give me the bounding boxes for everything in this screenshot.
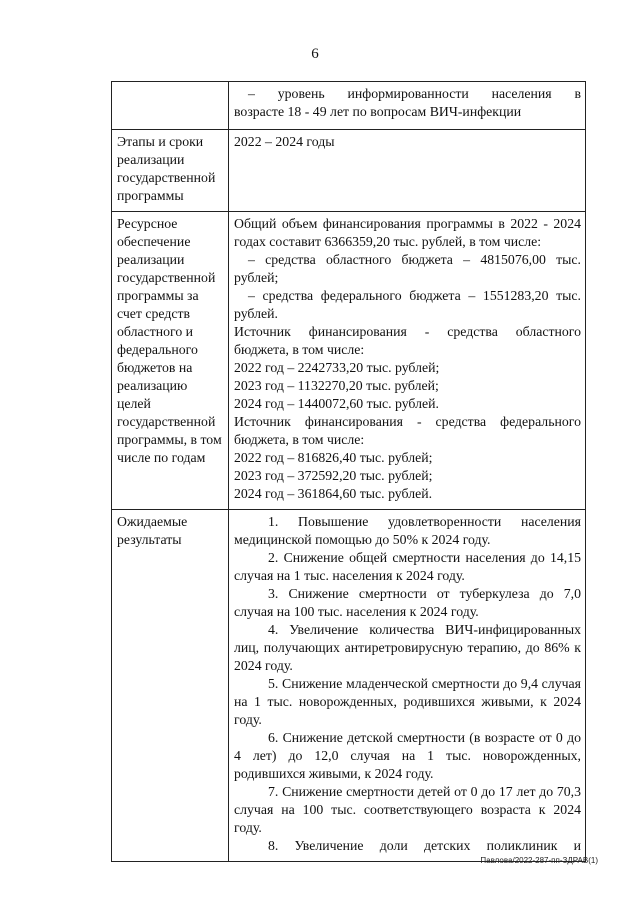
row-label: Ожидаемые результаты (117, 514, 188, 547)
content-paragraph: 2024 год – 1440072,60 тыс. рублей. (234, 396, 439, 411)
content-paragraph: 2024 год – 361864,60 тыс. рублей. (234, 486, 433, 501)
row-label-cell (112, 130, 229, 212)
table-row (112, 510, 586, 862)
table-row (112, 130, 586, 212)
content-paragraph: 2023 год – 372592,20 тыс. рублей; (234, 468, 433, 483)
content-paragraph: 2023 год – 1132270,20 тыс. рублей; (234, 378, 439, 393)
document-code: Павлова/2022-287-пп-ЗДРАВ(1) (480, 856, 598, 865)
row-content-cell (229, 130, 586, 212)
program-passport-table (111, 81, 586, 862)
content-paragraph: 3. Снижение смертности от туберкулеза до 7,0 случая на 100 тыс. населения к 2024 году. (234, 586, 581, 619)
table-row (112, 82, 586, 130)
row-label: Ресурсное обеспечение реализации государственной программы за счет средств областного и федерального бюджетов на реализацию целей государственной программы, в том числе по годам (117, 216, 222, 465)
table-row (112, 212, 586, 510)
row-label-cell (112, 82, 229, 130)
content-paragraph: 8. Увеличение доли детских поликлиник и (268, 838, 581, 853)
content-paragraph: 1. Повышение удовлетворенности населения медицинской помощью до 50% к 2024 году. (234, 514, 581, 547)
content-paragraph: 4. Увеличение количества ВИЧ-инфицированных лиц, получающих антиретровирусную терапию, до 86% к 2024 году. (234, 622, 581, 673)
content-paragraph: 2. Снижение общей смертности населения до 14,15 случая на 1 тыс. населения к 2024 году. (234, 550, 581, 583)
content-paragraph: – средства федерального бюджета – 1551283,20 тыс. рублей. (234, 288, 581, 321)
content-paragraph: 2022 год – 816826,40 тыс. рублей; (234, 450, 433, 465)
row-label: Этапы и сроки реализации государственной программы (117, 134, 216, 203)
row-content-cell (229, 82, 586, 130)
content-paragraph: возрасте 18 - 49 лет по вопросам ВИЧ-инфекции (234, 104, 522, 119)
content-paragraph: 6. Снижение детской смертности (в возрасте от 0 до 4 лет) до 12,0 случая на 1 тыс. новорожденных, родившихся живыми, к 2024 году. (234, 730, 581, 781)
row-label-cell (112, 510, 229, 862)
row-content-cell (229, 510, 586, 862)
content-paragraph: Источник финансирования - средства федерального бюджета, в том числе: (234, 414, 581, 447)
content-paragraph: 2022 – 2024 годы (234, 134, 335, 149)
content-paragraph: 7. Снижение смертности детей от 0 до 17 лет до 70,3 случая на 100 тыс. соответствующего возраста к 2024 году. (234, 784, 581, 835)
row-content-cell (229, 212, 586, 510)
content-paragraph: Общий объем финансирования программы в 2022 - 2024 годах составит 6366359,20 тыс. рублей, в том числе: (234, 216, 581, 249)
content-paragraph: Источник финансирования - средства областного бюджета, в том числе: (234, 324, 581, 357)
content-paragraph: 5. Снижение младенческой смертности до 9,4 случая на 1 тыс. новорожденных, родившихся живыми, к 2024 году. (234, 676, 581, 727)
content-paragraph: 2022 год – 2242733,20 тыс. рублей; (234, 360, 440, 375)
row-label-cell (112, 212, 229, 510)
content-paragraph: – средства областного бюджета – 4815076,00 тыс. рублей; (234, 252, 581, 285)
content-paragraph: – уровень информированности населения в (248, 86, 581, 101)
page-number: 6 (311, 46, 319, 62)
